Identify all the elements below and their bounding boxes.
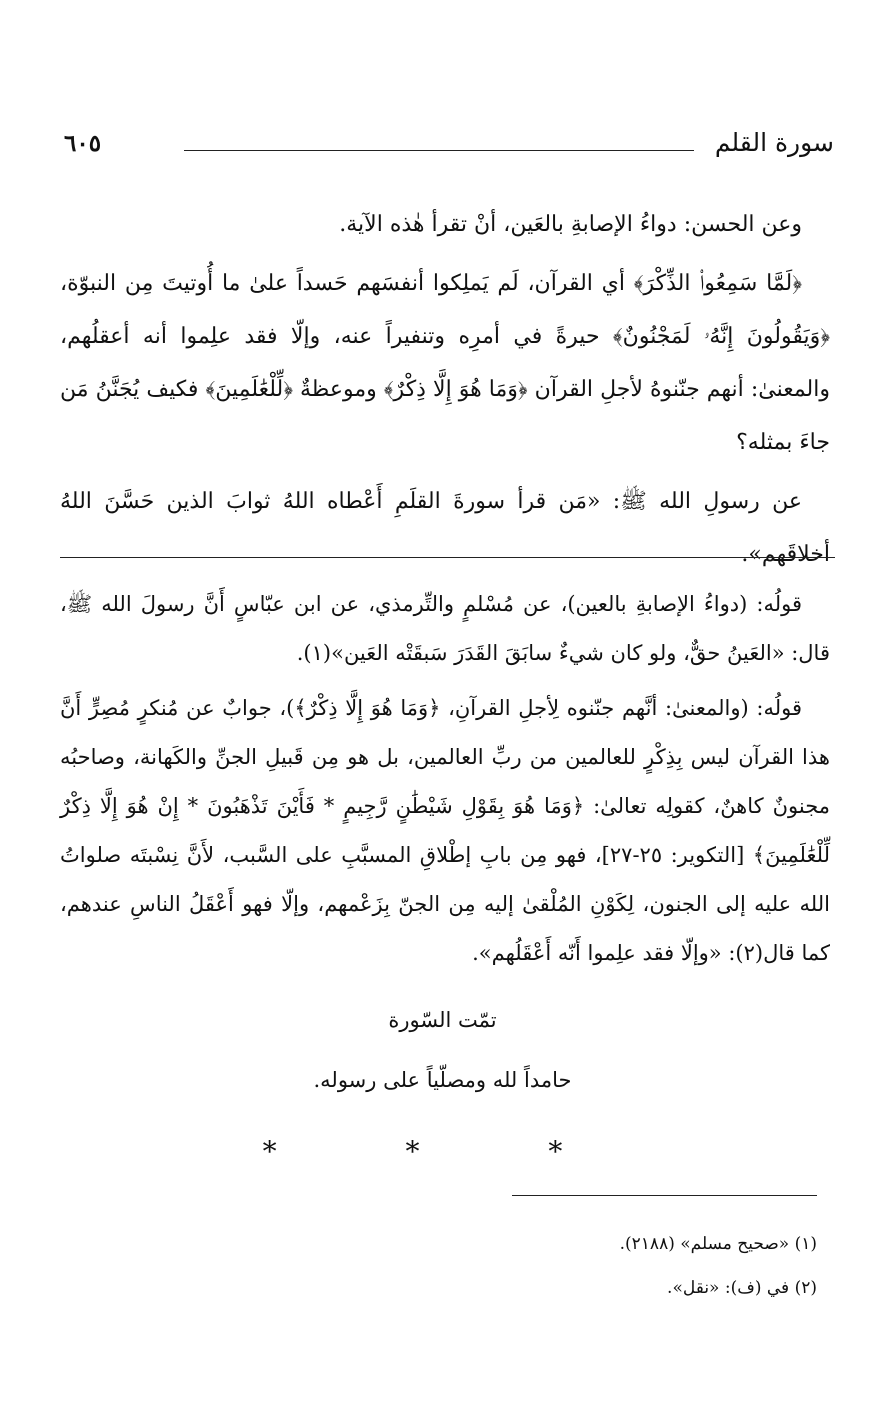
footnote-rule — [512, 1195, 817, 1196]
main-paragraph-2: ﴿لَمَّا سَمِعُوا۟ الذِّكْرَ﴾ أي القرآن، لَم يَملِكوا أنفسَهم حَسداً علىٰ ما أُوتيتَ مِن النبوّة، ﴿وَيَقُولُونَ إِنَّهُۥ لَمَجْنُونٌ﴾ حيرةً في أمرِه وتنفيراً عنه، وإلّا فقد علِموا أنه أعقلُهم، والمعنىٰ: أنهم جنّنوهُ لأجلِ القرآن ﴿وَمَا هُوَ إِلَّا ذِكْرٌ﴾ وموعظةٌ ﴿لِّلْعَٰلَمِينَ﴾ فكيف يُجَنَّنُ مَن جاءَ بمثله؟ — [60, 271, 830, 455]
header-rule — [184, 150, 694, 151]
main-text — [60, 198, 830, 581]
commentary-paragraph-1: قولُه: (دواءُ الإصابةِ بالعين)، عن مُسْلمٍ والتِّرمذي، عن ابن عبّاسٍ أَنَّ رسولَ الله ﷺ، قال: «العَينُ حقٌّ، ولو كان شيءٌ سابَقَ القَدَرَ سَبقَتْه العَين»(١). — [60, 592, 830, 665]
main-paragraph-1: وعن الحسن: دواءُ الإصابةِ بالعَين، أنْ تقرأ هٰذه الآية. — [339, 212, 802, 237]
surah-title: سورة القلم — [714, 128, 834, 157]
footnote-1: (١) «صحيح مسلم» (٢١٨٨). — [619, 1234, 817, 1254]
footnote-2: (٢) في (ف): «نقل». — [667, 1278, 817, 1298]
closing-line-2: حامداً لله ومصلّياً على رسوله. — [313, 1068, 572, 1092]
page-number: ٦٠٥ — [64, 130, 102, 157]
closing — [0, 990, 885, 1110]
star-separator: * * * — [262, 1135, 623, 1168]
page-header — [64, 128, 834, 168]
commentary — [60, 580, 830, 978]
main-paragraph-3: عن رسولِ الله ﷺ: «مَن قرأ سورةَ القلَمِ أَعْطاه اللهُ ثوابَ الذين حَسَّنَ اللهُ أخلاقَهم». — [60, 489, 830, 567]
footnotes — [620, 1222, 817, 1310]
closing-line-1: تمّت السّورة — [388, 1008, 497, 1032]
commentary-paragraph-2: قولُه: (والمعنىٰ: أنَّهم جنّنوه لِأجلِ القرآنِ، ﴿وَمَا هُوَ إِلَّا ذِكْرٌ﴾)، جوابٌ عن مُنكرٍ مُصِرٍّ أَنَّ هذا القرآن ليس بِذِكْرٍ للعالمين من ربِّ العالمين، بل هو مِن قَبيلِ الجنِّ والكَهانة، وصاحبُه مجنونٌ كاهنٌ، كقولِه تعالىٰ: ﴿وَمَا هُوَ بِقَوْلِ شَيْطَٰنٍ رَّجِيمٍ * فَأَيْنَ تَذْهَبُونَ * إِنْ هُوَ إِلَّا ذِكْرٌ لِّلْعَٰلَمِينَ﴾ [التكوير: ٢٥-٢٧]، فهو مِن بابِ إطْلاقِ المسبَّبِ على السَّبب، لأَنَّ نِسْبتَه صلواتُ الله عليه إلى الجنون، لِكَوْنِ المُلْقىٰ إليه مِن الجنّ بِزَعْمهم، وإلّا فهو أَعْقَلُ الناسِ عندهم، كما قال(٢): «وإلّا فقد علِموا أَنّه أَعْقَلُهم». — [60, 696, 830, 965]
text-divider — [60, 557, 835, 558]
